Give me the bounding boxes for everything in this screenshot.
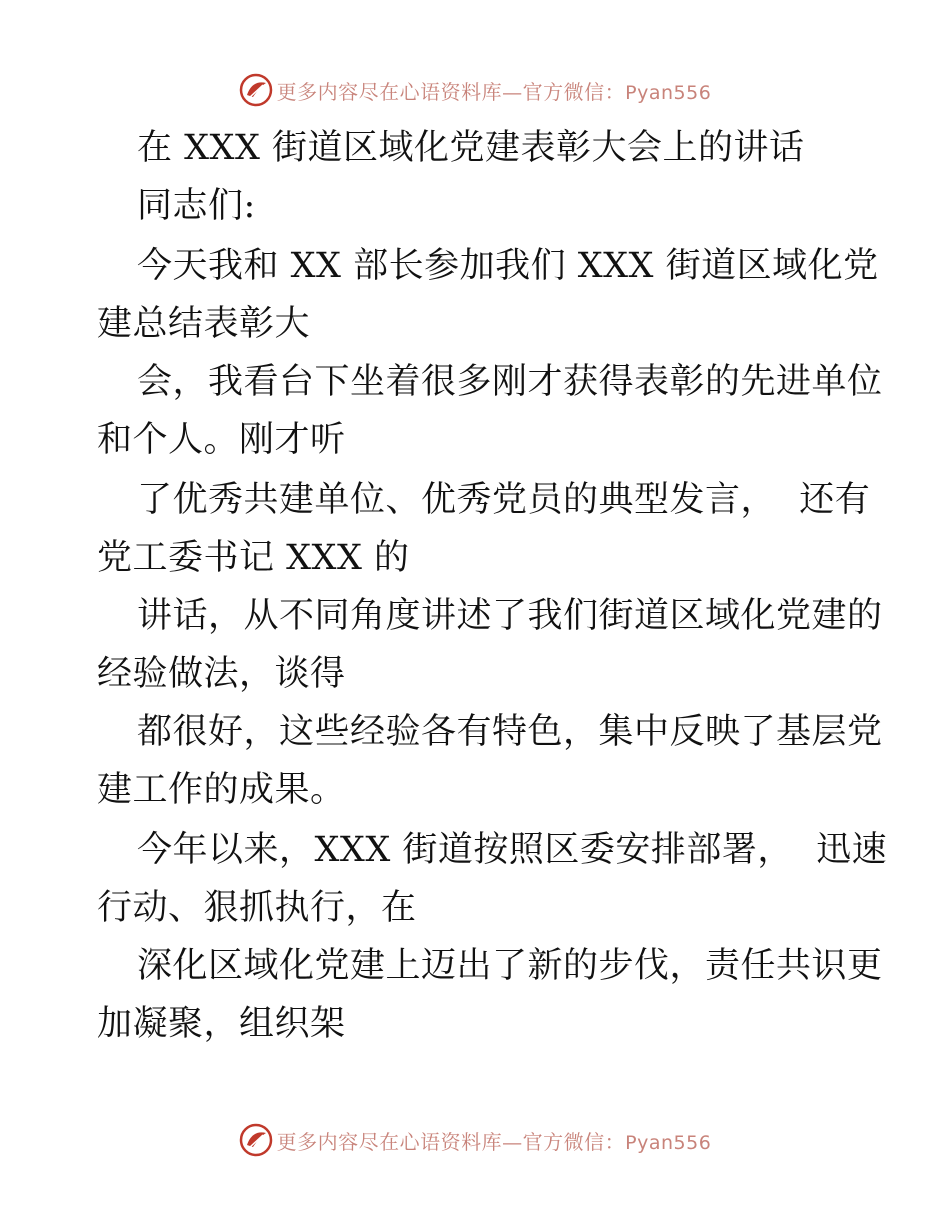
text-line: 讲话，从不同角度讲述了我们街道区域化党建的 bbox=[137, 596, 883, 636]
text-line: 经验做法，谈得 bbox=[97, 654, 346, 694]
text-line: 行动、狠抓执行，在 bbox=[97, 888, 417, 928]
text-line: 了优秀共建单位、优秀党员的典型发言， 还有 bbox=[137, 480, 871, 520]
red-circle-logo-icon bbox=[239, 1123, 273, 1157]
text-line: 会，我看台下坐着很多刚才获得表彰的先进单位 bbox=[137, 362, 883, 402]
watermark-text bbox=[277, 1126, 712, 1155]
watermark-label: 更多内容尽在心语资料库—官方微信： bbox=[276, 1129, 626, 1154]
text-line: 深化区域化党建上迈出了新的步伐，责任共识更 bbox=[137, 946, 883, 986]
watermark-label: 更多内容尽在心语资料库—官方微信： bbox=[276, 79, 626, 104]
watermark-wechat-id: Pyan556 bbox=[625, 81, 712, 104]
text-line: 今天我和 XX 部长参加我们 XXX 街道区域化党 bbox=[137, 246, 879, 286]
text-line: 建工作的成果。 bbox=[97, 770, 346, 810]
document-title: 在 XXX 街道区域化党建表彰大会上的讲话 bbox=[137, 128, 805, 168]
text-line: 今年以来，XXX 街道按照区委安排部署， 迅速 bbox=[137, 830, 888, 870]
text-line: 都很好，这些经验各有特色，集中反映了基层党 bbox=[137, 712, 883, 752]
text-line: 同志们: bbox=[137, 186, 256, 226]
watermark-header bbox=[0, 70, 950, 110]
watermark-footer bbox=[0, 1120, 950, 1160]
text-line: 党工委书记 XXX 的 bbox=[97, 538, 410, 578]
text-line: 加凝聚，组织架 bbox=[97, 1004, 346, 1044]
watermark-text bbox=[277, 76, 712, 105]
watermark-wechat-id: Pyan556 bbox=[625, 1131, 712, 1154]
text-line: 建总结表彰大 bbox=[97, 304, 311, 344]
text-line: 和个人。刚才听 bbox=[97, 420, 346, 460]
red-circle-logo-icon bbox=[239, 73, 273, 107]
